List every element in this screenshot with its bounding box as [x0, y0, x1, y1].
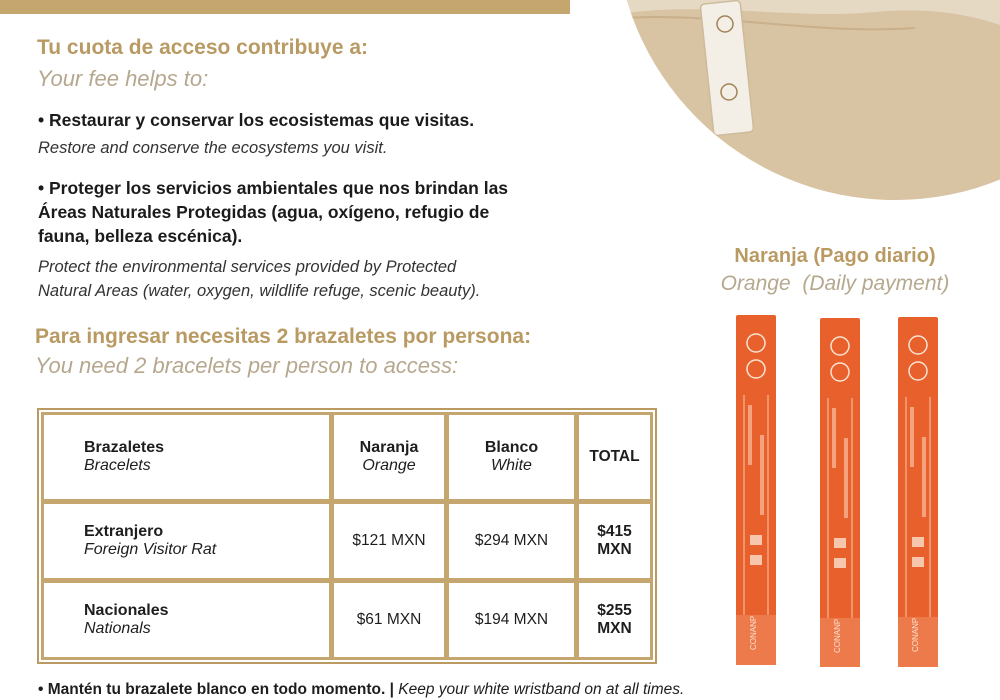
wristband-brand: CONANP — [833, 618, 842, 653]
white-price: $194 MXN — [449, 583, 574, 657]
bullet1-en: Restore and conserve the ecosystems you visit. — [38, 139, 388, 157]
orange-price: $61 MXN — [334, 583, 444, 657]
header-orange-cell — [334, 415, 444, 499]
orange-wristbands-image — [730, 315, 970, 667]
bracelets-heading-en: You need 2 bracelets per person to access: — [35, 353, 459, 378]
wristband-brand: CONANP — [911, 617, 920, 652]
orange-title-en: Orange (Daily payment) — [720, 272, 950, 295]
orange-wristband — [898, 317, 938, 667]
arm-shape — [615, 9, 1000, 200]
wristband-photo — [615, 0, 1000, 200]
orange-wristband — [820, 318, 860, 667]
header-bracelets-cell — [44, 415, 329, 499]
wristband-brand: CONANP — [749, 615, 758, 650]
orange-wristband-title — [705, 245, 965, 296]
fee-heading-en: Your fee helps to: — [37, 66, 209, 91]
bullet2-en-line: Natural Areas (water, oxygen, wildlife refuge, scenic beauty). — [38, 282, 481, 300]
bullet1-es: • Restaurar y conservar los ecosistemas que visitas. — [38, 110, 475, 130]
row-label-cell — [44, 504, 329, 578]
header-bracelets-es: Brazaletes — [84, 439, 165, 456]
bullet2-es — [38, 176, 508, 248]
bullet2-es-line: • Proteger los servicios ambientales que nos brindan las — [38, 178, 509, 198]
footer-note — [38, 681, 684, 699]
row-label-cell — [44, 583, 329, 657]
table-row — [44, 583, 650, 657]
footer-note-es: • Mantén tu brazalete blanco en todo momento. | — [38, 681, 394, 698]
bullet2-en — [38, 255, 480, 303]
table-header-row — [44, 415, 650, 499]
header-white-en: White — [491, 457, 532, 474]
table-row — [44, 504, 650, 578]
row-label-es: Extranjero — [84, 523, 164, 540]
row-label-es: Nacionales — [84, 602, 169, 619]
bullet2-en-line: Protect the environmental services provided by Protected — [38, 258, 457, 276]
arm-illustration — [615, 0, 1000, 200]
orange-title-es: Naranja (Pago diario) — [734, 245, 936, 267]
white-price: $294 MXN — [449, 504, 574, 578]
total-price: $415 MXN — [579, 504, 650, 578]
bullet2-es-line: Áreas Naturales Protegidas (agua, oxígeno, refugio de — [38, 202, 490, 222]
header-white-cell — [449, 415, 574, 499]
bullet2-es-line: fauna, belleza escénica). — [38, 226, 243, 246]
row-label-en: Nationals — [84, 620, 151, 637]
price-table — [37, 408, 657, 664]
total-price: $255 MXN — [579, 583, 650, 657]
row-label-en: Foreign Visitor Rat — [84, 541, 217, 558]
fee-heading-es: Tu cuota de acceso contribuye a: — [37, 36, 369, 59]
header-orange-en: Orange — [362, 457, 416, 474]
bracelets-heading-es: Para ingresar necesitas 2 brazaletes por persona: — [35, 325, 532, 348]
header-orange-es: Naranja — [359, 439, 419, 456]
header-bracelets-en: Bracelets — [84, 457, 151, 474]
header-total-cell: TOTAL — [579, 415, 650, 499]
footer-note-en: Keep your white wristband on at all times. — [398, 681, 685, 698]
orange-wristband — [736, 315, 776, 665]
top-accent-bar — [0, 0, 570, 14]
orange-price: $121 MXN — [334, 504, 444, 578]
header-white-es: Blanco — [484, 439, 539, 456]
